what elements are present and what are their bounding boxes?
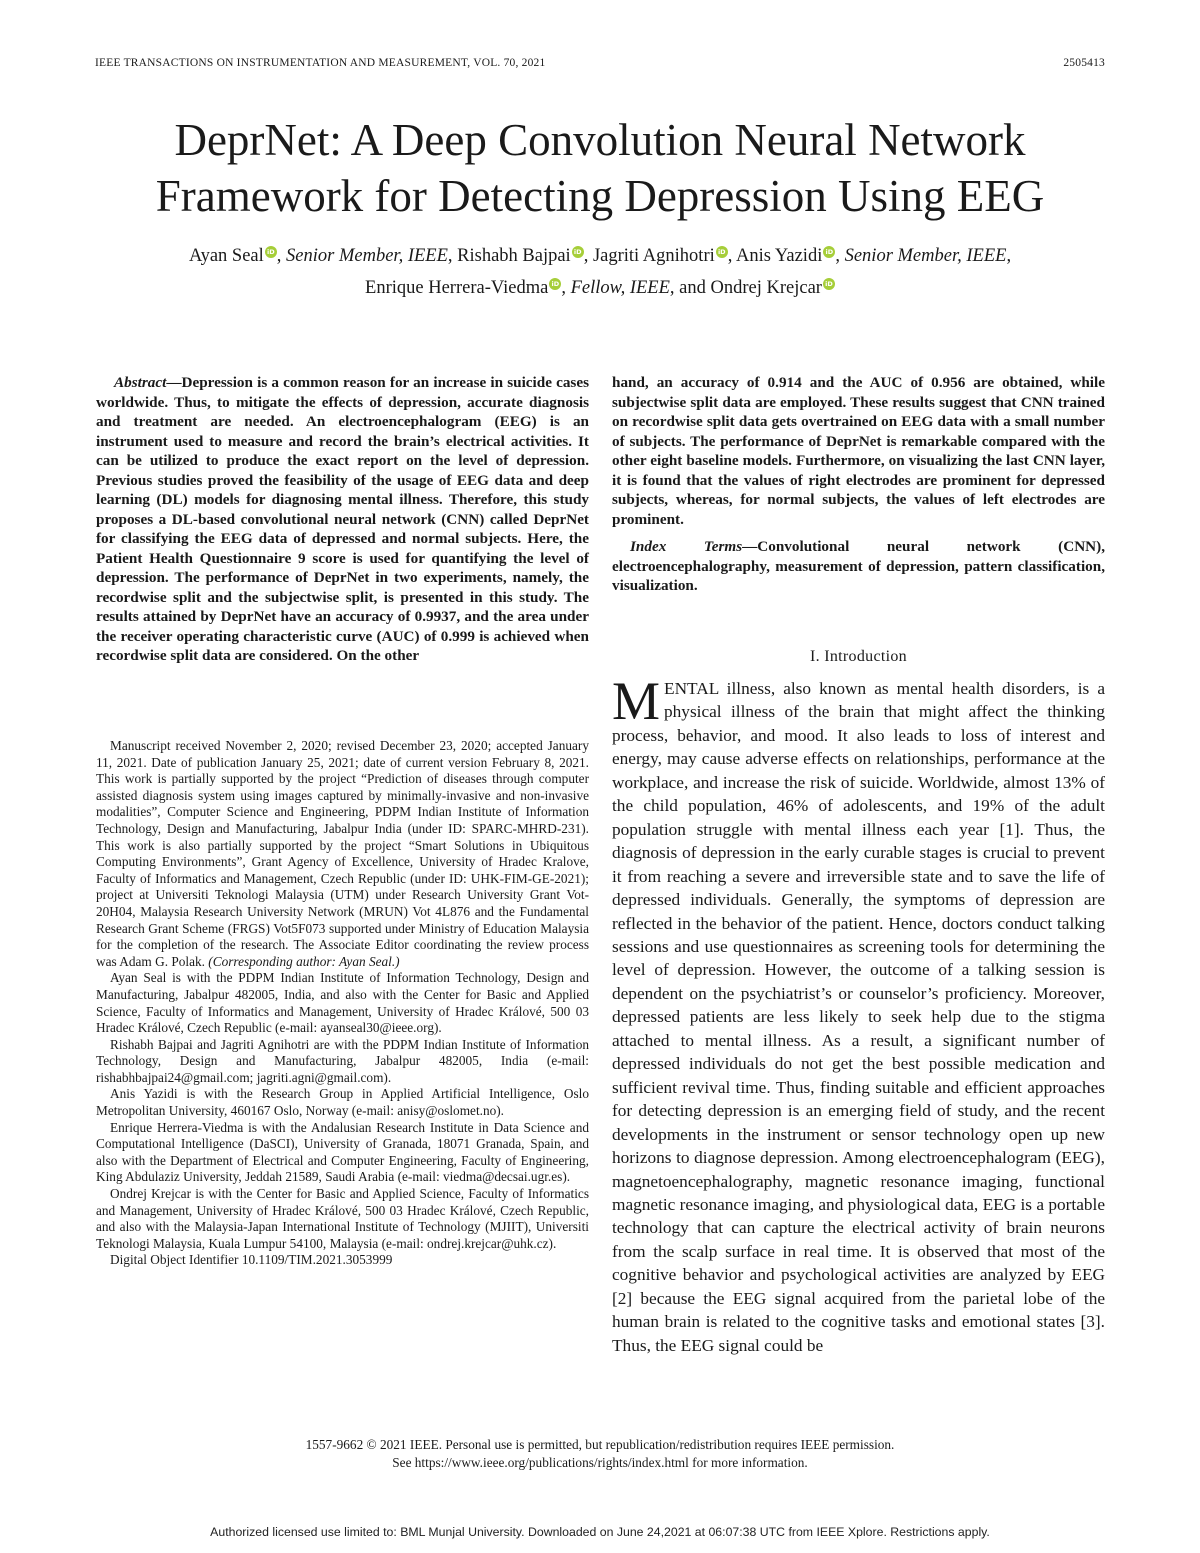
copyright-notice bbox=[100, 1436, 1100, 1471]
orcid-icon[interactable]: iD bbox=[823, 278, 835, 290]
author-name: Rishabh Bajpai bbox=[457, 246, 571, 266]
author-affiliation: Fellow, IEEE bbox=[570, 278, 670, 298]
corresponding-author: (Corresponding author: Ayan Seal.) bbox=[208, 953, 400, 969]
abstract-continued: hand, an accuracy of 0.914 and the AUC of 0.956 are obtained, while subjectwise split data are employed. These results suggest that CNN trained on recordwise split data gets overtrained on EEG data with a small number of subjects. The performance of DeprNet is remarkable compared with the other eight baseline models. Furthermore, on visualizing the last CNN layer, it is found that the values of right electrodes are prominent for depressed subjects, whereas, for normal subjects, the values of left electrodes are prominent. bbox=[612, 374, 1105, 528]
orcid-icon[interactable]: iD bbox=[572, 246, 584, 258]
doi: Digital Object Identifier 10.1109/TIM.2021.3053999 bbox=[110, 1252, 393, 1268]
footnote-manuscript: Manuscript received November 2, 2020; revised December 23, 2020; accepted January 11, 2021. Date of publication January 25, 2021; date of current version February 8, 2021. This work is partially supported by the project “Prediction of diseases through computer assisted diagnosis system using images captured by minimally-invasive and non-invasive modalities”, Computer Science and Engineering, PDPM Indian Institute of Information Technology, Design and Manufacturing, Jabalpur India (under ID: SPARC-MHRD-231). This work is also partially supported by the project “Smart Solutions in Ubiquitous Computing Environments”, Grant Agency of Excellence, University of Hradec Kralove, Faculty of Informatics and Management, Czech Republic (under ID: UHK-FIM-GE-2021); project at Universiti Teknologi Malaysia (UTM) under Research University Grant Vot-20H04, Malaysia Research University Network (MRUN) Vot 4L876 and the Fundamental Research Grant Scheme (FRGS) Vot5F073 supported under Ministry of Education Malaysia for the completion of the research. The Associate Editor coordinating the review process was Adam G. Polak. (Corresponding author: Ayan Seal.) bbox=[96, 738, 589, 969]
copyright-line-1: 1557-9662 © 2021 IEEE. Personal use is permitted, but republication/redistribution requires IEEE permission. bbox=[305, 1437, 895, 1452]
abstract-left-column bbox=[96, 373, 589, 666]
abstract-text: Depression is a common reason for an increase in suicide cases worldwide. Thus, to mitigate the effects of depression, accurate diagnosis and treatment are needed. An electroencephalogram (EEG) is an instrument used to measure and record the brain’s electrical activities. It can be utilized to produce the exact report on the level of depression. Previous studies proved the feasibility of the usage of EEG data and deep learning (DL) models for diagnosing mental illness. Therefore, this study proposes a DL-based convolutional neural network (CNN) called DeprNet for classifying the EEG data of depressed and normal subjects. Here, the Patient Health Questionnaire 9 score is used for quantifying the level of depression. The performance of DeprNet in two experiments, namely, the recordwise split and the subjectwise split, is presented in this study. The results attained by DeprNet have an accuracy of 0.9937, and the area under the receiver operating characteristic curve (AUC) of 0.999 is achieved when recordwise split data are considered. On the other bbox=[96, 374, 589, 664]
author-list: Ayan Seal iD , Senior Member, IEEE, Rishabh Bajpai iD , Jagriti Agnihotri iD , Anis Yazidi iD , Senior Member, IEEE, Enrique Herrera-Viedma iD , Fellow, IEEE, and Ondrej Krejcar iD bbox=[188, 246, 1012, 298]
index-terms-text: Convolutional neural network (CNN), electroencephalography, measurement of depression, pattern classification, visualization. bbox=[612, 538, 1105, 594]
abstract-right-column bbox=[612, 373, 1105, 596]
journal-header: IEEE TRANSACTIONS ON INSTRUMENTATION AND MEASUREMENT, VOL. 70, 2021 bbox=[95, 57, 546, 69]
index-terms-label: Index Terms bbox=[630, 538, 743, 555]
drop-cap: M bbox=[612, 671, 661, 731]
author-affiliation: Senior Member, IEEE bbox=[844, 246, 1007, 266]
paper-title bbox=[60, 112, 1140, 224]
license-watermark: Authorized licensed use limited to: BML Munjal University. Downloaded on June 24,2021 at 06:07:38 UTC from IEEE Xplore. Restrictions apply. bbox=[210, 1525, 990, 1539]
orcid-icon[interactable]: iD bbox=[265, 246, 277, 258]
footnote-affiliation: Ayan Seal is with the PDPM Indian Institute of Information Technology, Design and Manufacturing, Jabalpur 482005, India, and also with the Center for Basic and Applied Science, Faculty of Informatics and Management, University of Hradec Králové, 500 03 Hradec Králové, Czech Republic (e-mail: ayanseal30@ieee.org). bbox=[96, 970, 589, 1036]
intro-paragraph bbox=[612, 671, 1105, 1357]
section-heading: I. Introduction bbox=[810, 648, 907, 665]
orcid-icon[interactable]: iD bbox=[549, 278, 561, 290]
author-name: Ondrej Krejcar bbox=[710, 278, 822, 298]
copyright-line-2: See https://www.ieee.org/publications/rights/index.html for more information. bbox=[392, 1454, 808, 1470]
intro-text: ENTAL illness, also known as mental health disorders, is a physical illness of the brain that might affect the thinking process, behavior, and mood. It also leads to loss of interest and energy, may cause adverse effects on relationships, performance at the workplace, and increase the risk of suicide. Worldwide, almost 13% of the child population, 46% of adolescents, and 19% of the adult population struggle with mental illness each year [1]. Thus, the diagnosis of depression in the early curable stages is crucial to prevent it from reaching a severe and irreversible state and to save the life of depressed individuals. Generally, the symptoms of depression are reflected in the behavior of the patient. Hence, doctors conduct talking sessions and use questionnaires as screening tools for determining the level of depression. However, the outcome of a talking session is dependent on the psychiatrist’s or counselor’s proficiency. Moreover, depressed patients are less likely to seek help due to the stigma attached to mental illness. As a result, a significant number of depressed individuals do not get the best possible medication and sufficient revival time. Thus, finding suitable and efficient approaches for detecting depression is an emerging field of study, and the recent developments in the instrument or sensor technology open up new horizons to diagnose depression. Among electroencephalogram (EEG), magnetoencephalography, magnetic resonance imaging, functional magnetic resonance imaging, and physiological data, EEG is a portable technology that can capture the electrical activity of brain neurons from the scalp surface in real time. It is observed that most of the cognitive behavior and psychological activities are analyzed by EEG [2] because the EEG signal acquired from the parietal lobe of the human brain is related to the cognitive tasks and emotional states [3]. Thus, the EEG signal could be bbox=[612, 679, 1105, 1355]
title-line-1: DeprNet: A Deep Convolution Neural Network bbox=[174, 115, 1026, 165]
footnote-affiliation: Anis Yazidi is with the Research Group in Applied Artificial Intelligence, Oslo Metropolitan University, 460167 Oslo, Norway (e-mail: anisy@oslomet.no). bbox=[96, 1086, 589, 1119]
abstract-label: Abstract bbox=[114, 374, 167, 391]
abstract-paragraph: Abstract—Depression is a common reason for an increase in suicide cases worldwide. Thus, to mitigate the effects of depression, accurate diagnosis and treatment are needed. An electroencephalogram (EEG) is an instrument used to measure and record the brain’s electrical activities. It can be utilized to produce the exact report on the level of depression. Previous studies proved the feasibility of the usage of EEG data and deep learning (DL) models for diagnosing mental illness. Therefore, this study proposes a DL-based convolutional neural network (CNN) called DeprNet for classifying the EEG data of depressed and normal subjects. Here, the Patient Health Questionnaire 9 score is used for quantifying the level of depression. The performance of DeprNet in two experiments, namely, the recordwise split and the subjectwise split, is presented in this study. The results attained by DeprNet have an accuracy of 0.9937, and the area under the receiver operating characteristic curve (AUC) of 0.999 is achieved when recordwise split data are considered. On the other bbox=[96, 374, 589, 664]
author-name: Jagriti Agnihotri bbox=[592, 246, 715, 266]
author-name: Anis Yazidi bbox=[735, 246, 823, 266]
author-affiliation: Senior Member, IEEE bbox=[286, 246, 448, 266]
page-number: 2505413 bbox=[1063, 57, 1105, 69]
orcid-icon[interactable]: iD bbox=[716, 246, 728, 258]
footnote-affiliation: Ondrej Krejcar is with the Center for Basic and Applied Science, Faculty of Informatics and Management, University of Hradec Králové, 500 03 Hradec Králové, Czech Republic, and also with the Malaysia-Japan International Institute of Technology (MJIIT), Universiti Teknologi Malaysia, Kuala Lumpur 54100, Malaysia (e-mail: ondrej.krejcar@uhk.cz). bbox=[96, 1186, 589, 1251]
footnote-affiliation: Enrique Herrera-Viedma is with the Andalusian Research Institute in Data Science and Computational Intelligence (DaSCI), University of Granada, 18071 Granada, Spain, and also with the Department of Electrical and Computer Engineering, Faculty of Engineering, King Abdulaziz University, Jeddah 21589, Saudi Arabia (e-mail: viedma@decsai.ugr.es). bbox=[96, 1119, 589, 1185]
footnote-affiliation: Rishabh Bajpai and Jagriti Agnihotri are with the PDPM Indian Institute of Information Technology, Design and Manufacturing, Jabalpur 482005, India (e-mail: rishabhbajpai24@gmail.com; jagriti.agni@gmail.com). bbox=[96, 1036, 589, 1085]
orcid-icon[interactable]: iD bbox=[823, 246, 835, 258]
intro-body bbox=[612, 671, 1105, 1357]
author-name: Enrique Herrera-Viedma bbox=[365, 278, 549, 298]
footnotes bbox=[96, 738, 589, 1269]
index-terms: Index Terms—Convolutional neural network (CNN), electroencephalography, measurement of depression, pattern classification, visualization. bbox=[612, 538, 1105, 594]
title-line-2: Framework for Detecting Depression Using EEG bbox=[155, 171, 1045, 221]
author-name: Ayan Seal bbox=[188, 246, 264, 266]
